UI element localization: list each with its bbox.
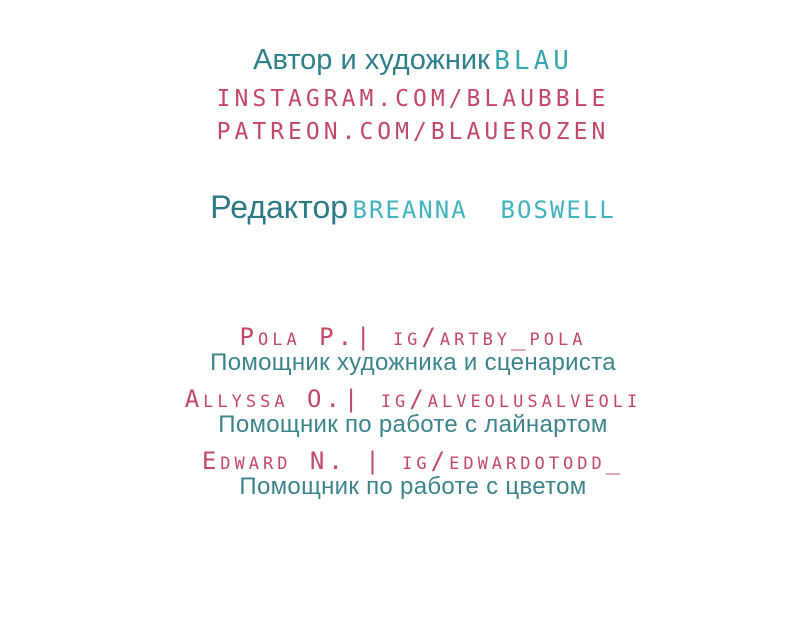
- credit-entry-pola: [26, 324, 800, 376]
- credit-name: Pola P.| ig/artby_pola: [239, 323, 587, 351]
- instagram-url-text: INSTAGRAM.COM/BLAUBBLE: [216, 86, 610, 112]
- author-name: BLAU: [494, 46, 573, 76]
- credit-role: Помощник по работе с цветом: [239, 473, 587, 500]
- editor-line: [26, 187, 800, 234]
- patreon-url-text: PATREON.COM/BLAUEROZEN: [216, 119, 610, 145]
- author-label: Автор и художник: [253, 44, 490, 76]
- credit-entry-allyssa: [26, 386, 800, 438]
- editor-name: BREANNA BOSWELL: [352, 196, 616, 224]
- credit-name: Edward N. | ig/edwardotodd_: [201, 447, 625, 475]
- author-line: [26, 42, 800, 83]
- credits-list: [26, 324, 800, 500]
- credit-name: Allyssa O.| ig/alveolusalveoli: [184, 385, 642, 413]
- editor-label: Редактор: [210, 189, 349, 225]
- credit-role: Помощник по работе с лайнартом: [218, 411, 608, 438]
- credit-entry-edward: [26, 448, 800, 500]
- credit-role: Помощник художника и сценариста: [210, 349, 616, 376]
